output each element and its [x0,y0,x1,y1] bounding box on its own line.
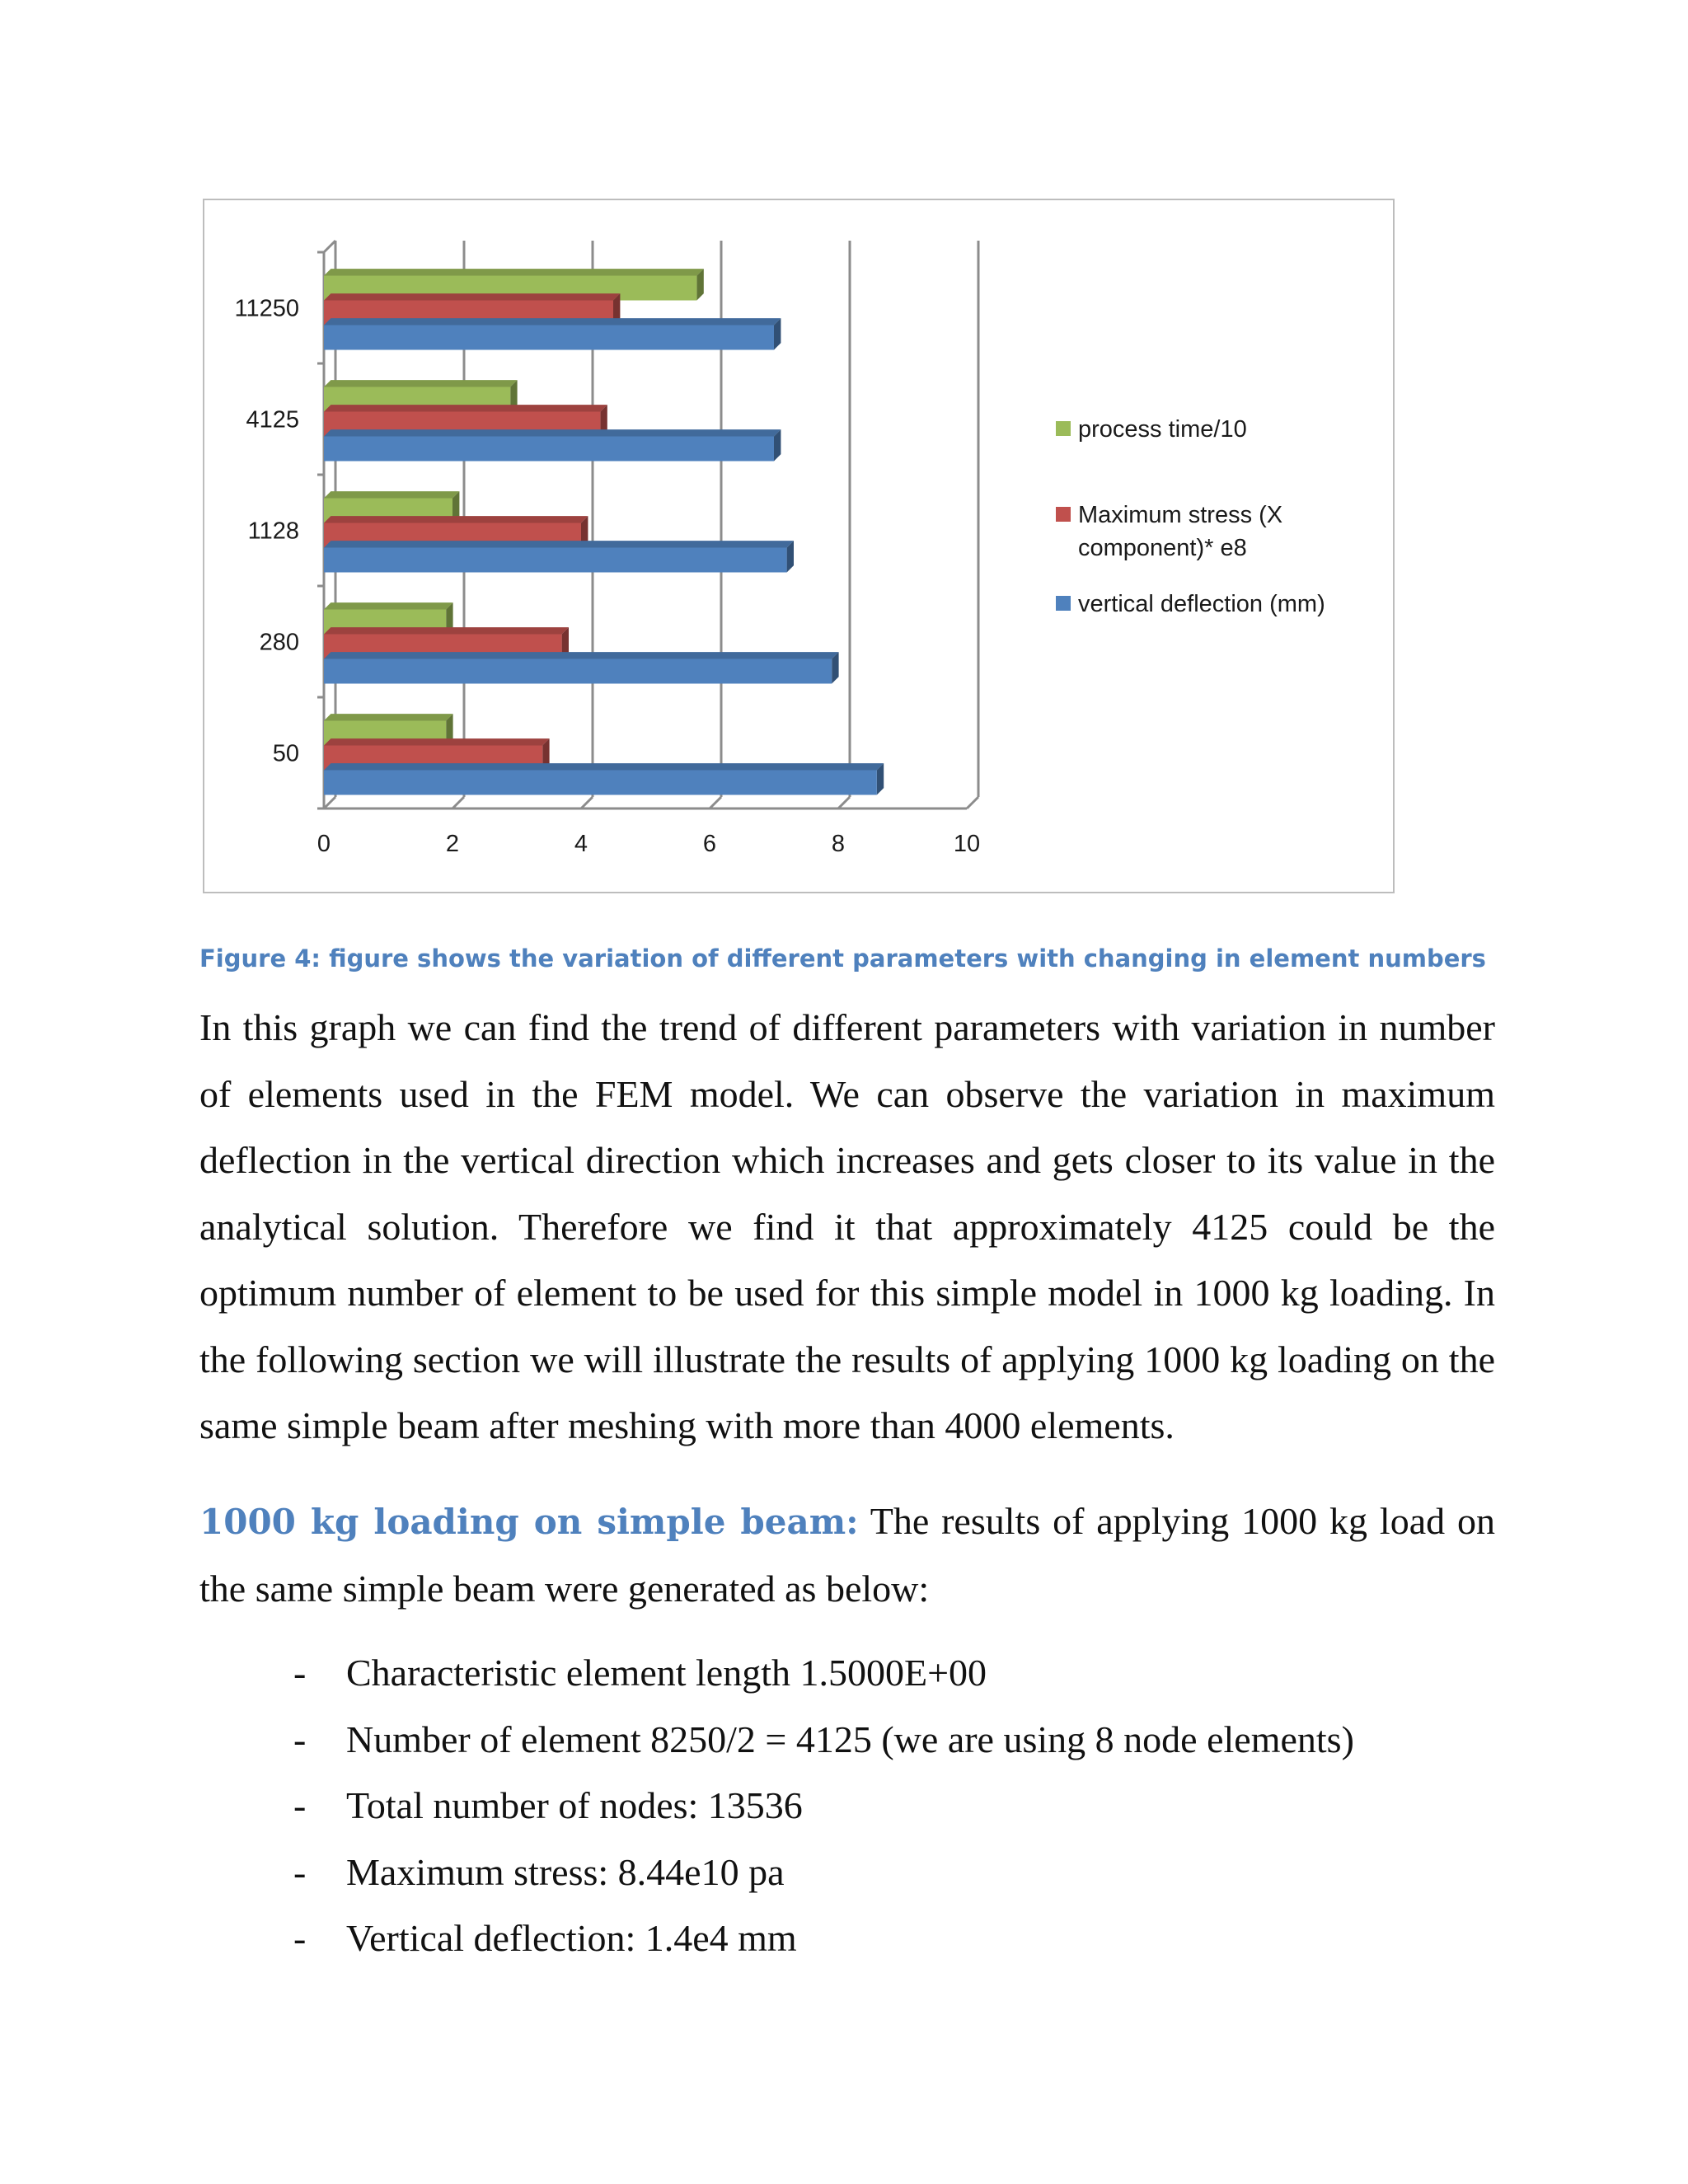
legend-swatch [1056,421,1071,436]
legend-label: process time/10 [1078,416,1247,443]
legend-label: Maximum stress (X [1078,502,1283,528]
legend-label: vertical deflection (mm) [1078,591,1325,617]
x-tick-label: 10 [953,831,981,857]
list-item [293,1707,1354,1774]
bar [324,763,884,794]
list-item-text: Vertical deflection: 1.4e4 mm [346,1917,797,1959]
floor-depth-line [838,797,850,808]
list-bullet: - [293,1652,307,1694]
bar-top [324,541,794,547]
chart-bars [324,269,884,794]
chart-legend [1056,416,1325,617]
x-tick-label: 0 [316,831,331,857]
x-tick-label: 4 [574,831,588,857]
bar-top [324,652,839,658]
section-paragraph [199,1488,1495,1622]
body-paragraph: In this graph we can find the trend of different parameters with variation in number of elements used in the FEM model. We can observe the variation in maximum deflection in the vertical direction which increases and gets closer to its value in the analytical solution. Therefore we find it that approximately 4125 could be the optimum number of element to be used for this simple model in 1000 kg loading. In the following section we will illustrate the results of applying 1000 kg loading on the same simple beam after meshing with more than 4000 elements. [199,1006,1495,1446]
legend-item [1056,502,1282,561]
x-tick-label: 6 [702,831,717,857]
list-bullet: - [293,1850,307,1893]
category-label: 1128 [247,518,299,545]
bar-top [324,491,459,498]
list-item-text: Characteristic element length 1.5000E+00 [346,1652,987,1694]
bar-top [324,429,781,436]
x-tick-label: 8 [831,831,846,857]
bar-top [324,318,781,325]
legend-label: component)* e8 [1078,535,1247,561]
legend-swatch [1056,507,1071,522]
bar-chart [204,200,1396,895]
legend-swatch [1056,596,1071,611]
floor-depth-line [581,797,593,808]
x-tick-labels [317,831,980,857]
list-bullet: - [293,1784,307,1826]
list-bullet: - [293,1917,307,1959]
bar-front [324,326,774,350]
list-item [293,1773,1354,1840]
bar-top [324,405,607,411]
bar-top [324,763,884,770]
bar-top [324,714,453,720]
bar-top [324,738,550,745]
bar-front [324,659,832,684]
results-list [293,1640,1354,1972]
figure-caption: Figure 4: figure shows the variation of different parameters with changing in element numbers [199,944,1486,972]
chart-figure [203,199,1395,893]
category-label: 4125 [246,406,299,434]
section-heading: 1000 kg loading on simple beam: [199,1502,859,1542]
bar-top [324,602,453,609]
list-item-text: Number of element 8250/2 = 4125 (we are using 8 node elements) [346,1718,1354,1760]
x-tick-label: 2 [445,831,460,857]
category-label: 280 [259,629,299,656]
floor-depth-line [324,797,335,808]
bar-top [324,516,588,523]
list-item [293,1905,1354,1972]
bar-top [324,627,569,634]
floor-depth-line [452,797,464,808]
legend-item [1056,416,1247,443]
bar [324,429,781,461]
axis-depth-line [324,241,335,252]
list-item-text: Maximum stress: 8.44e10 pa [346,1850,785,1893]
bar-top [324,269,704,275]
list-item-text: Total number of nodes: 13536 [346,1784,803,1826]
floor-depth-line [710,797,721,808]
bar [324,652,839,683]
bar-top [324,380,518,387]
bar-front [324,771,877,795]
list-bullet: - [293,1718,307,1760]
bar-top [324,293,620,300]
category-labels [235,296,300,767]
list-item [293,1640,1354,1707]
bar-front [324,437,774,462]
section-text: The results of applying 1000 kg load on the same simple beam were generated as below: [199,1500,1495,1610]
list-item [293,1840,1354,1906]
category-label: 50 [272,740,299,767]
bar [324,541,794,572]
bar-front [324,548,787,573]
bar [324,318,781,349]
floor-depth-line [967,797,978,808]
category-label: 11250 [234,295,299,322]
legend-item [1056,591,1325,617]
